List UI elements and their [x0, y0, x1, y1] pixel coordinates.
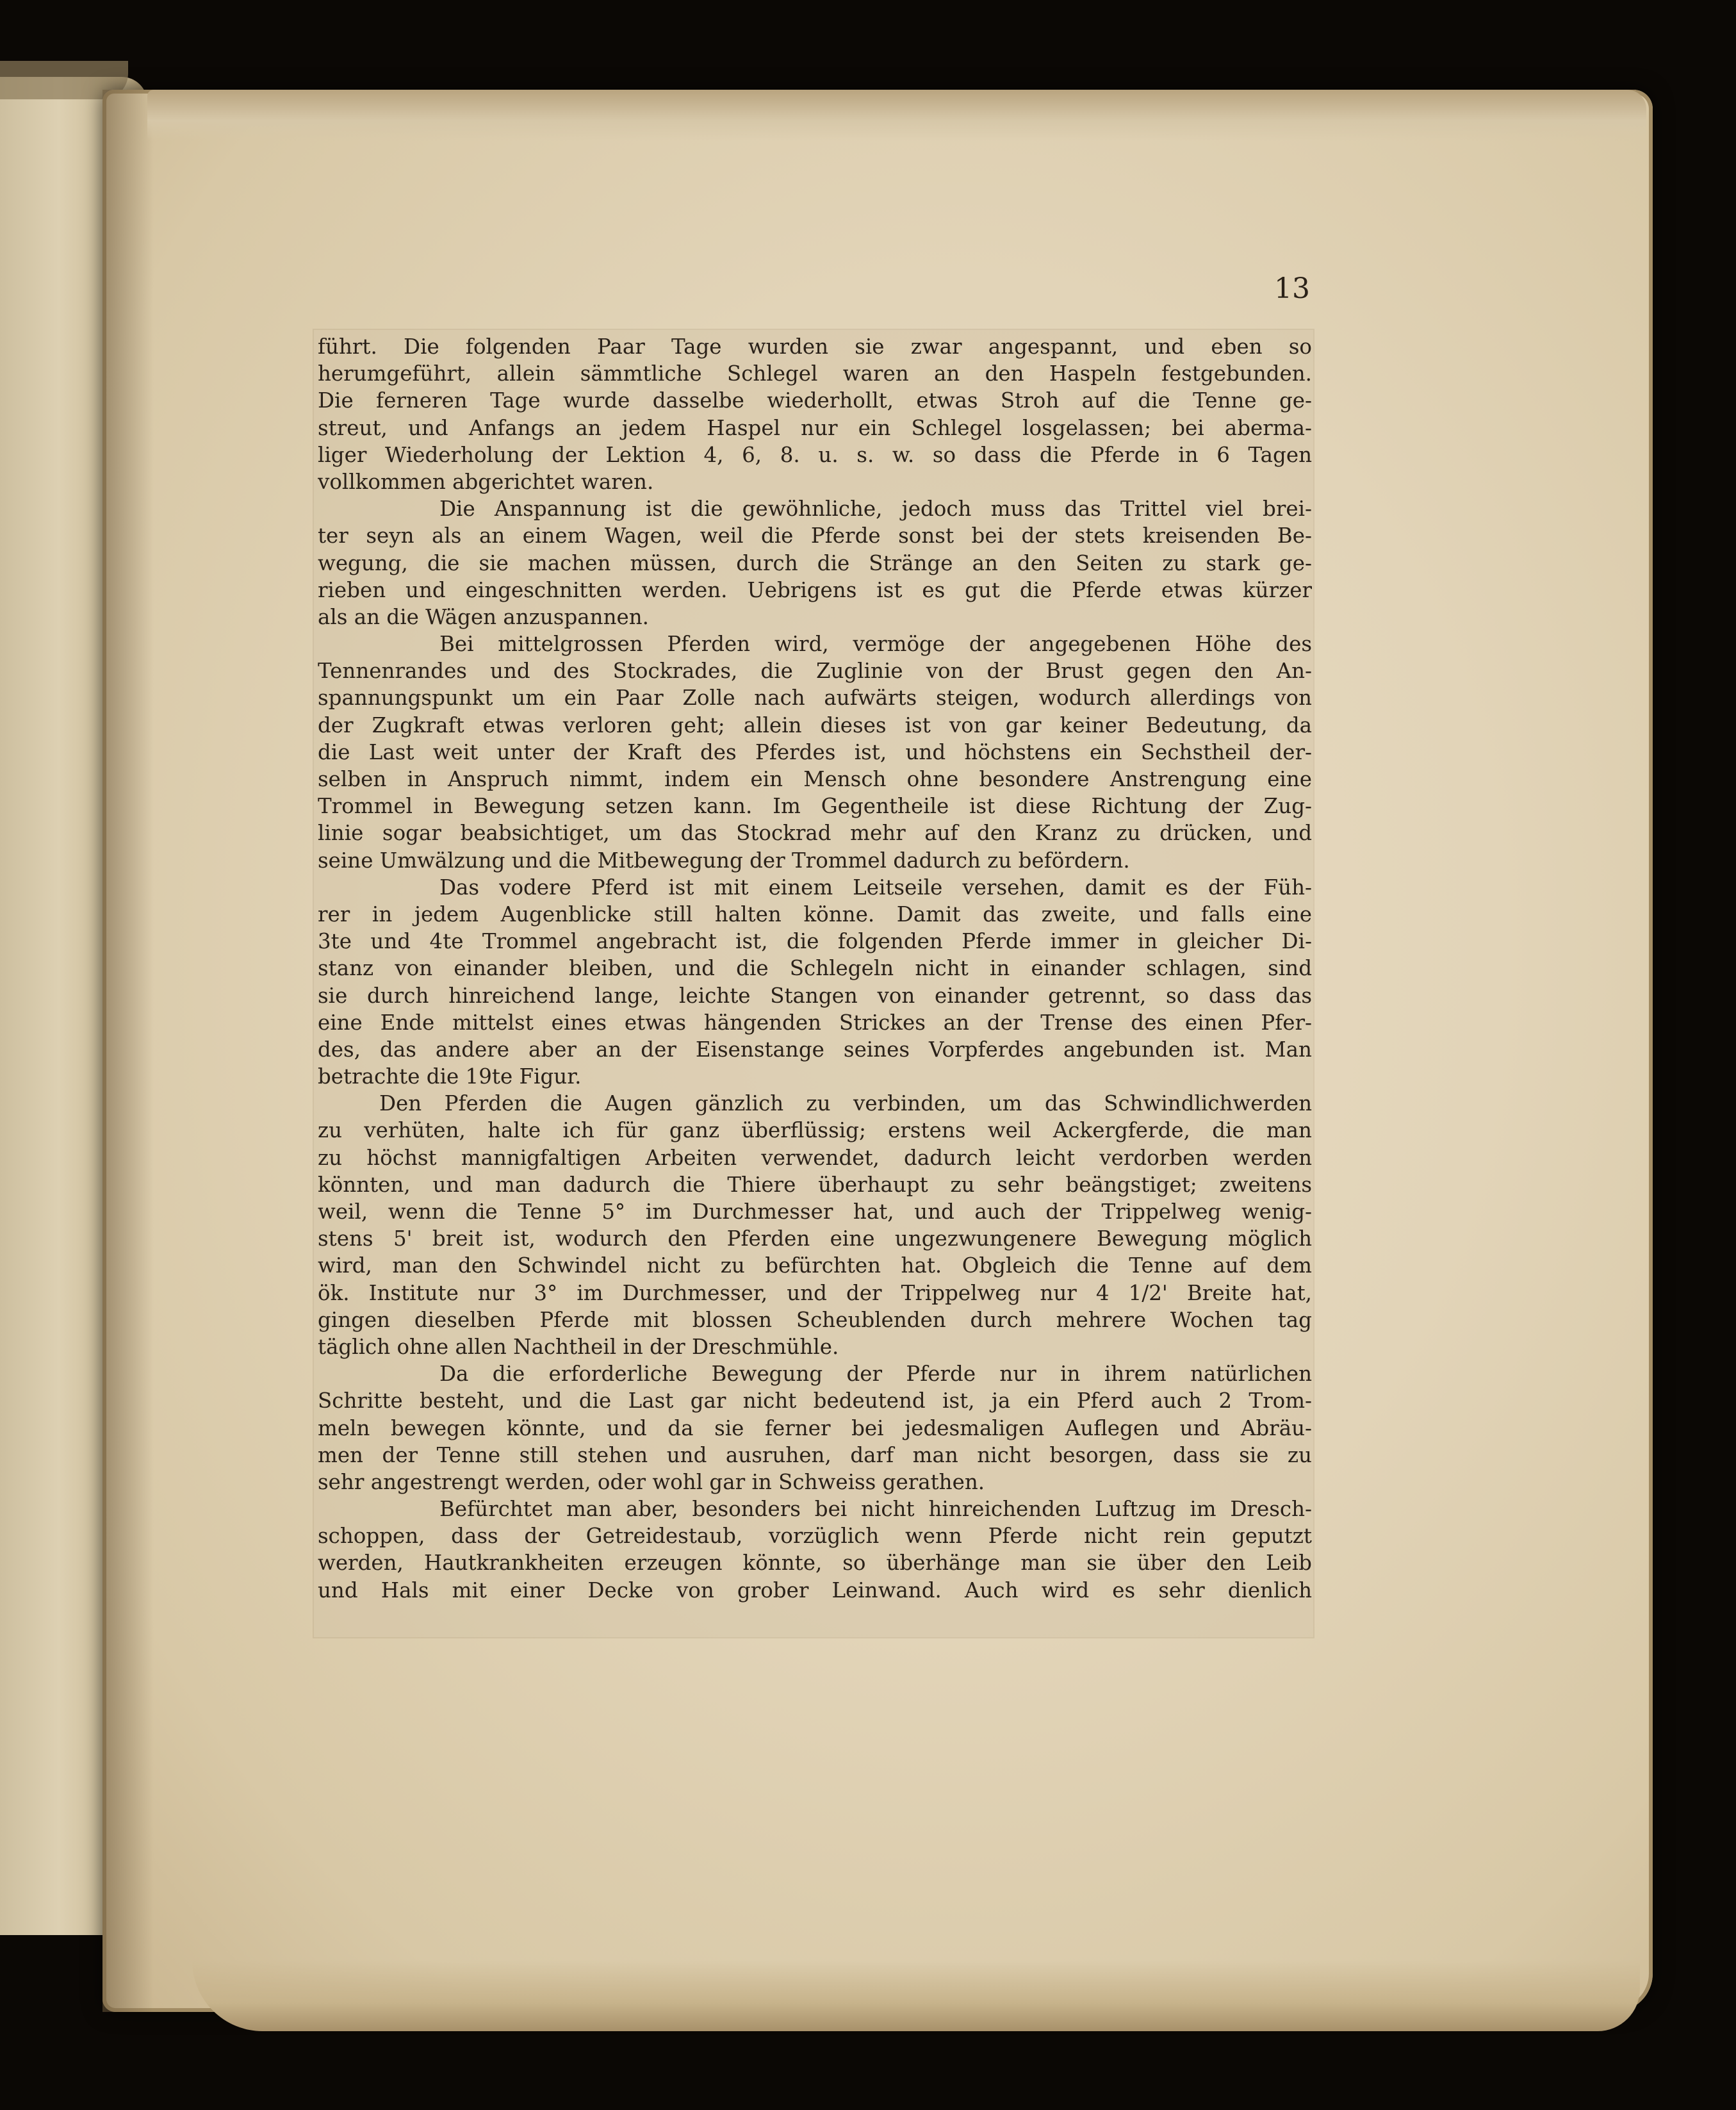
text-line: täglich ohne allen Nachtheil in der Dreschmühle.: [318, 1334, 839, 1359]
text-line: führt. Die folgenden Paar Tage wurden sie zwar angespannt, und eben so: [318, 334, 1312, 359]
text-line: zu höchst mannigfaltigen Arbeiten verwendet, dadurch leicht verdorben werden: [318, 1145, 1312, 1170]
text-line: Befürchtet man aber, besonders bei nicht hinreichenden Luftzug im Dresch-: [439, 1497, 1312, 1522]
text-line: wird, man den Schwindel nicht zu befürchten hat. Obgleich die Tenne auf dem: [318, 1253, 1312, 1278]
text-line: stanz von einander bleiben, und die Schlegeln nicht in einander schlagen, sind: [318, 956, 1312, 981]
text-line: selben in Anspruch nimmt, indem ein Mensch ohne besondere Anstrengung eine: [318, 767, 1312, 791]
page-number: 13: [1274, 272, 1310, 305]
page-text: [318, 333, 1312, 1604]
text-line: Bei mittelgrossen Pferden wird, vermöge der angegebenen Höhe des: [439, 632, 1312, 657]
text-line: sehr angestrengt werden, oder wohl gar in Schweiss gerathen.: [318, 1469, 985, 1494]
text-line: Tennenrandes und des Stockrades, die Zuglinie von der Brust gegen den An-: [318, 659, 1312, 684]
page-top-fold: [147, 90, 1646, 141]
text-line: Die ferneren Tage wurde dasselbe wiederhollt, etwas Stroh auf die Tenne ge-: [318, 388, 1312, 413]
text-line: ök. Institute nur 3° im Durchmesser, und der Trippelweg nur 4 1/2' Breite hat,: [318, 1280, 1312, 1305]
page-bottom-curl: [192, 1961, 1640, 2031]
text-line: meln bewegen könnte, und da sie ferner bei jedesmaligen Auflegen und Abräu-: [318, 1415, 1312, 1440]
text-line: 3te und 4te Trommel angebracht ist, die folgenden Pferde immer in gleicher Di-: [318, 929, 1312, 954]
text-line: rer in jedem Augenblicke still halten könne. Damit das zweite, und falls eine: [318, 902, 1312, 927]
text-line: schoppen, dass der Getreidestaub, vorzüglich wenn Pferde nicht rein geputzt: [318, 1524, 1312, 1549]
text-line: als an die Wägen anzuspannen.: [318, 604, 650, 629]
text-line: vollkommen abgerichtet waren.: [318, 469, 654, 494]
text-line: Das vodere Pferd ist mit einem Leitseile versehen, damit es der Füh-: [439, 875, 1312, 900]
text-line: wegung, die sie machen müssen, durch die Stränge an den Seiten zu stark ge-: [318, 550, 1312, 575]
text-line: ter seyn als an einem Wagen, weil die Pferde sonst bei der stets kreisenden Be-: [318, 523, 1312, 548]
text-line: linie sogar beabsichtiget, um das Stockrad mehr auf den Kranz zu drücken, und: [318, 821, 1312, 846]
text-line: zu verhüten, halte ich für ganz überflüssig; erstens weil Ackergferde, die man: [318, 1118, 1312, 1143]
text-line: stens 5' breit ist, wodurch den Pferden eine ungezwungenere Bewegung möglich: [318, 1226, 1312, 1251]
text-line: Trommel in Bewegung setzen kann. Im Gegentheile ist diese Richtung der Zug-: [318, 794, 1312, 819]
text-line: liger Wiederholung der Lektion 4, 6, 8. u. s. w. so dass die Pferde in 6 Tagen: [318, 442, 1312, 467]
text-line: gingen dieselben Pferde mit blossen Scheublenden durch mehrere Wochen tag: [318, 1307, 1312, 1332]
text-line: und Hals mit einer Decke von grober Leinwand. Auch wird es sehr dienlich: [318, 1578, 1312, 1603]
text-line: der Zugkraft etwas verloren geht; allein dieses ist von gar keiner Bedeutung, da: [318, 713, 1312, 738]
text-line: betrachte die 19te Figur.: [318, 1064, 582, 1089]
page-gutter: [102, 90, 154, 2012]
text-line: werden, Hautkrankheiten erzeugen könnte, so überhänge man sie über den Leib: [318, 1551, 1312, 1576]
text-line: streut, und Anfangs an jedem Haspel nur ein Schlegel losgelassen; bei aberma-: [318, 415, 1312, 440]
text-line: weil, wenn die Tenne 5° im Durchmesser hat, und auch der Trippelweg wenig-: [318, 1199, 1312, 1224]
text-line: men der Tenne still stehen und ausruhen, darf man nicht besorgen, dass sie zu: [318, 1442, 1312, 1467]
text-line: des, das andere aber an der Eisenstange seines Vorpferdes angebunden ist. Man: [318, 1037, 1312, 1062]
text-line: die Last weit unter der Kraft des Pferdes ist, und höchstens ein Sechstheil der-: [318, 739, 1312, 764]
text-line: sie durch hinreichend lange, leichte Stangen von einander getrennt, so dass das: [318, 983, 1312, 1008]
text-line: könnten, und man dadurch die Thiere überhaupt zu sehr beängstiget; zweitens: [318, 1172, 1312, 1197]
text-line: eine Ende mittelst eines etwas hängenden Strickes an der Trense des einen Pfer-: [318, 1010, 1312, 1035]
text-line: Die Anspannung ist die gewöhnliche, jedoch muss das Trittel viel brei-: [439, 497, 1312, 522]
text-line: herumgeführt, allein sämmtliche Schlegel waren an den Haspeln festgebunden.: [318, 361, 1312, 386]
text-line: Da die erforderliche Bewegung der Pferde nur in ihrem natürlichen: [439, 1362, 1312, 1387]
text-line: spannungspunkt um ein Paar Zolle nach aufwärts steigen, wodurch allerdings von: [318, 686, 1312, 711]
text-line: rieben und eingeschnitten werden. Uebrigens ist es gut die Pferde etwas kürzer: [318, 577, 1312, 602]
text-line: Schritte besteht, und die Last gar nicht bedeutend ist, ja ein Pferd auch 2 Trom-: [318, 1389, 1312, 1414]
text-line: Den Pferden die Augen gänzlich zu verbinden, um das Schwindlichwerden: [379, 1091, 1312, 1116]
text-line: seine Umwälzung und die Mitbewegung der Trommel dadurch zu befördern.: [318, 848, 1130, 873]
